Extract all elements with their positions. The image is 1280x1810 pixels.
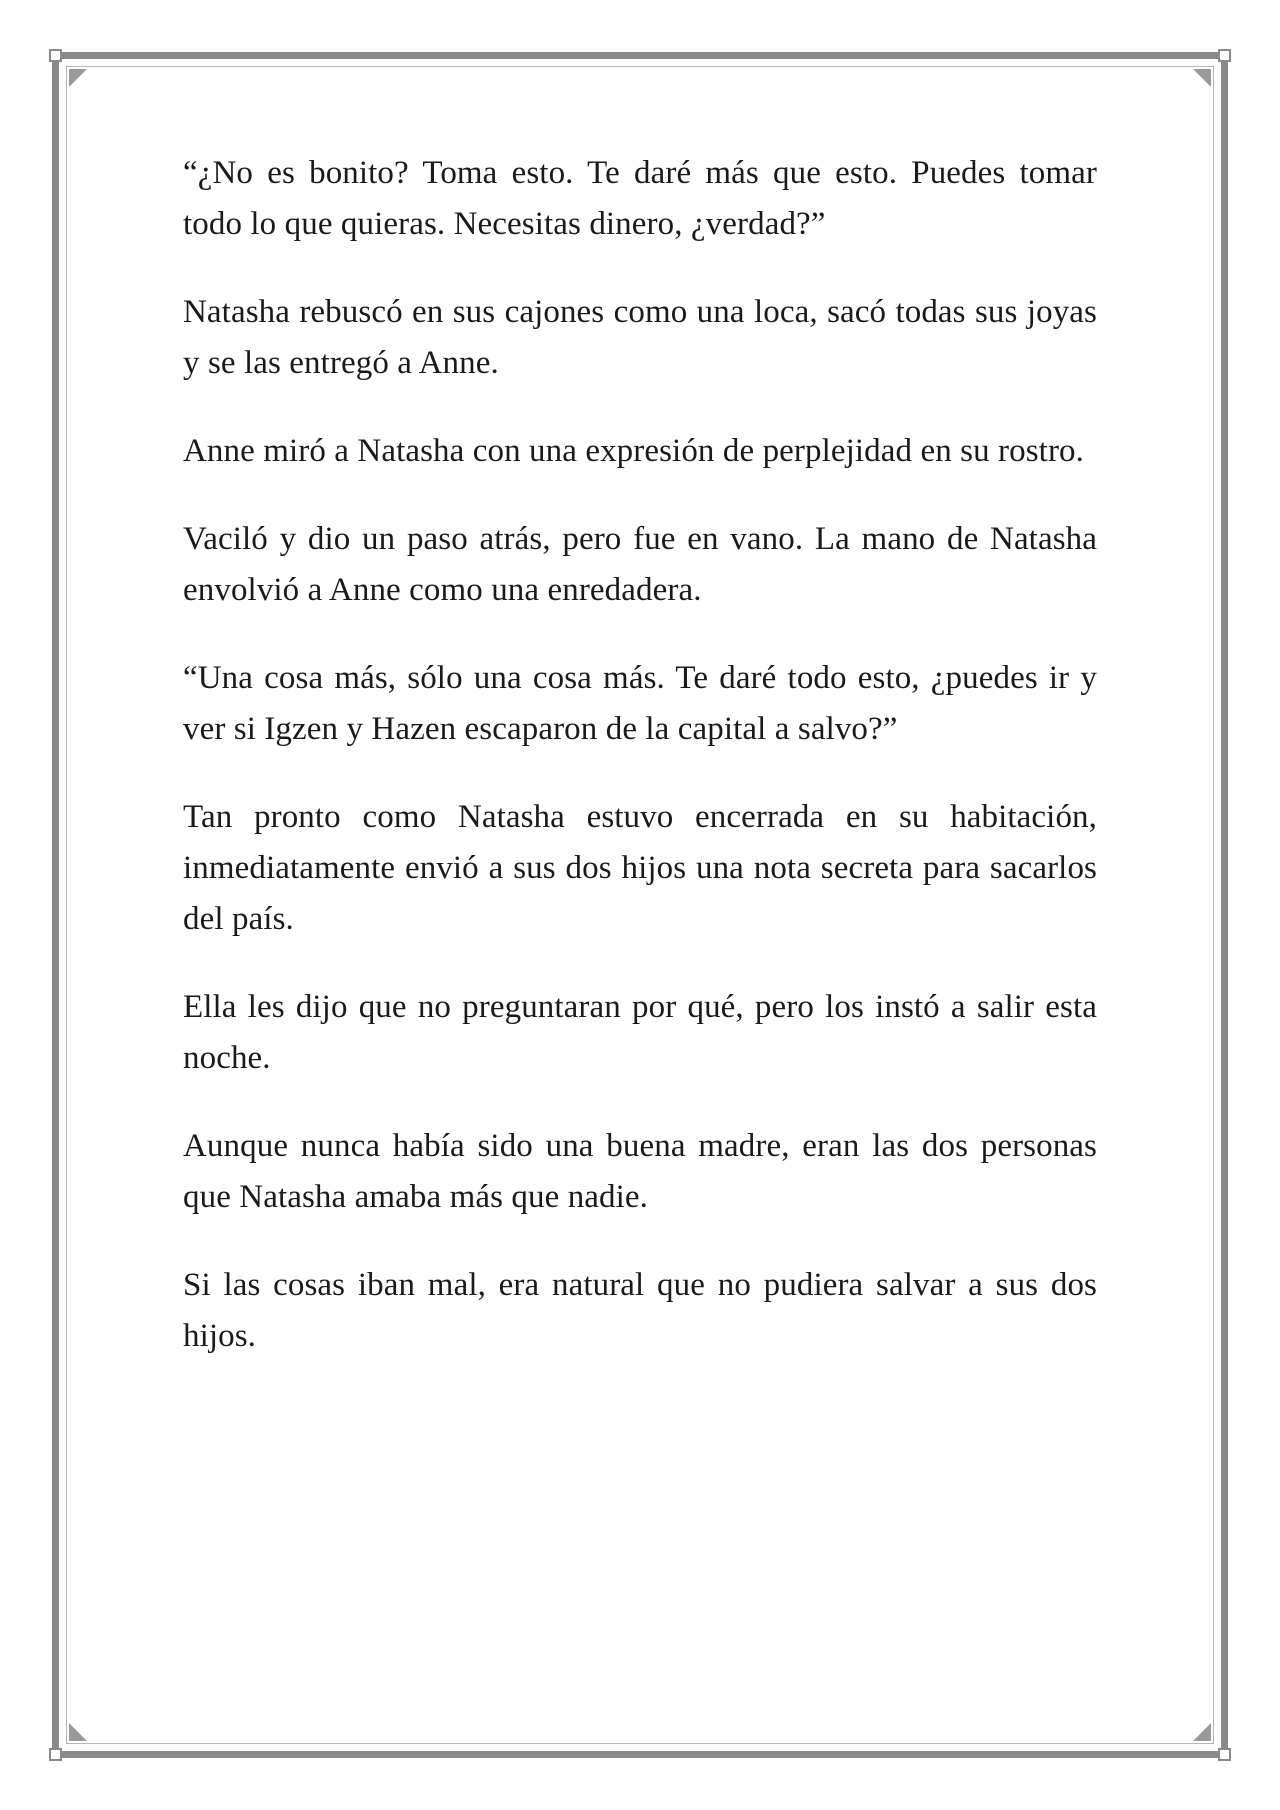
corner-triangle-top-right — [1193, 69, 1211, 87]
paragraph: “¿No es bonito? Toma esto. Te daré más que esto. Puedes tomar todo lo que quieras. Necesitas dinero, ¿verdad?” — [183, 155, 1097, 242]
page-text-body — [183, 148, 1097, 1399]
inner-border-left — [66, 66, 67, 1744]
paragraph: Tan pronto como Natasha estuvo encerrada en su habitación, inmediatamente envió a sus dos hijos una nota secreta para sacarlos del país. — [183, 799, 1097, 937]
paragraph: Si las cosas iban mal, era natural que no pudiera salvar a sus dos hijos. — [183, 1267, 1097, 1354]
border-left — [52, 52, 59, 1758]
corner-ornament-top-right — [1218, 49, 1231, 62]
paragraph: Natasha rebuscó en sus cajones como una loca, sacó todas sus joyas y se las entregó a Anne. — [183, 294, 1097, 381]
corner-triangle-top-left — [69, 69, 87, 87]
paragraph: Ella les dijo que no preguntaran por qué, pero los instó a salir esta noche. — [183, 989, 1097, 1076]
inner-border-bottom — [66, 1743, 1214, 1744]
border-top — [52, 52, 1228, 59]
border-right — [1221, 52, 1228, 1758]
inner-border-right — [1213, 66, 1214, 1744]
corner-triangle-bottom-left — [69, 1723, 87, 1741]
inner-border-top — [66, 66, 1214, 67]
paragraph: Vaciló y dio un paso atrás, pero fue en vano. La mano de Natasha envolvió a Anne como una enredadera. — [183, 521, 1097, 608]
paragraph: Anne miró a Natasha con una expresión de perplejidad en su rostro. — [183, 433, 1084, 469]
paragraph: “Una cosa más, sólo una cosa más. Te daré todo esto, ¿puedes ir y ver si Igzen y Hazen escaparon de la capital a salvo?” — [183, 660, 1097, 747]
paragraph: Aunque nunca había sido una buena madre, eran las dos personas que Natasha amaba más que nadie. — [183, 1128, 1097, 1215]
corner-triangle-bottom-right — [1193, 1723, 1211, 1741]
corner-ornament-bottom-left — [49, 1748, 62, 1761]
border-bottom — [52, 1751, 1228, 1758]
corner-ornament-top-left — [49, 49, 62, 62]
corner-ornament-bottom-right — [1218, 1748, 1231, 1761]
